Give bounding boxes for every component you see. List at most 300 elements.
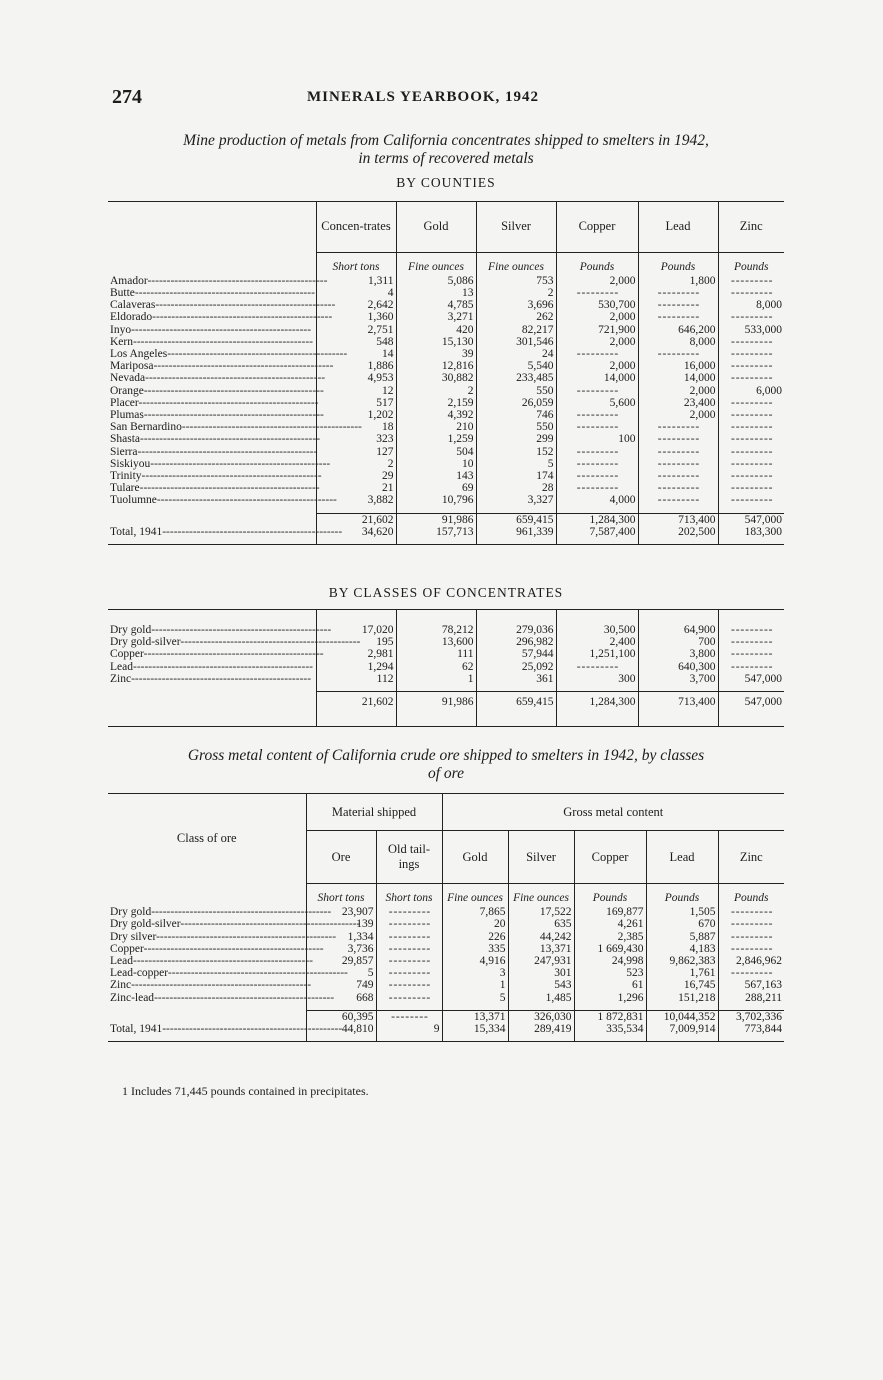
dot-leader: ----------------------------------------------- [180, 918, 361, 931]
dot-leader: ----------------------------------------------- [131, 979, 312, 992]
empty-cell: - - - - - - - - - [556, 446, 638, 458]
county-row [108, 275, 784, 287]
table-cell: 10,796 [396, 494, 476, 506]
table-cell: 3,882 [316, 494, 396, 506]
table-cell: 420 [396, 324, 476, 336]
empty-cell: - - - - - - - - - [638, 287, 718, 299]
table-cell: 646,200 [638, 324, 718, 336]
table-cell: 2,751 [316, 324, 396, 336]
unit-label: Pounds [718, 884, 784, 907]
table-cell: 24,998 [574, 955, 646, 967]
table-cell: 7,587,400 [556, 526, 638, 545]
empty-cell: - - - - - - - - - [376, 992, 442, 1004]
col-header: Old tail-ings [376, 831, 442, 884]
row-label: Siskiyou----------------------------------------------- [110, 457, 331, 470]
table2-title [108, 747, 784, 783]
table-cell: 3,702,336 [718, 1010, 784, 1023]
table-cell: 299 [476, 433, 556, 445]
table-cell: 13,371 [508, 943, 574, 955]
county-row [108, 336, 784, 348]
unit-label: Fine ounces [442, 884, 508, 907]
row-label: Lead----------------------------------------------- [110, 660, 313, 673]
table-cell: 335,534 [574, 1023, 646, 1042]
ore-row [108, 931, 784, 943]
row-label: Total, 1941----------------------------------------------- [110, 525, 343, 538]
county-row [108, 494, 784, 506]
table-cell: 4 [316, 287, 396, 299]
table-cell: 18 [316, 421, 396, 433]
empty-cell: - - - - - - - - - [556, 287, 638, 299]
table-cell: 169,877 [574, 906, 646, 918]
table-cell: 2,981 [316, 648, 396, 660]
class-row [108, 636, 784, 648]
row-label: Zinc----------------------------------------------- [110, 672, 312, 685]
table-cell: 1,505 [646, 906, 718, 918]
table-cell: 323 [316, 433, 396, 445]
empty-cell: - - - - - - - - - [556, 348, 638, 360]
row-label: Inyo----------------------------------------------- [110, 323, 312, 336]
table-cell: 635 [508, 918, 574, 930]
table-cell: 64,900 [638, 624, 718, 636]
empty-cell: - - - - - - - - - [376, 931, 442, 943]
table-cell: 1,294 [316, 661, 396, 673]
dot-leader: ----------------------------------------------- [131, 323, 312, 336]
stub-header: Class of ore [176, 831, 237, 846]
empty-cell: - - - - - - - - - [718, 931, 784, 943]
table-cell: 2 [396, 385, 476, 397]
col-header: Lead [646, 831, 718, 884]
table-cell: 4,916 [442, 955, 508, 967]
class-row [108, 624, 784, 636]
table-cell: 21,602 [316, 513, 396, 526]
empty-cell: - - - - - - - - - [718, 482, 784, 494]
dot-leader: ----------------------------------------------- [139, 482, 320, 495]
unit-label: Pounds [718, 252, 784, 275]
dot-leader: ----------------------------------------------- [156, 930, 337, 943]
table-cell: 112 [316, 673, 396, 685]
empty-cell: - - - - - - - - - [638, 494, 718, 506]
dot-leader: ----------------------------------------------- [134, 286, 315, 299]
empty-cell: - - - - - - - - - [718, 275, 784, 287]
ore-row [108, 992, 784, 1004]
empty-cell: - - - - - - - - - [376, 906, 442, 918]
group-header-content: Gross metal content [442, 794, 784, 831]
table-cell: 5 [306, 967, 376, 979]
table-cell: 4,183 [646, 943, 718, 955]
ore-row [108, 906, 784, 918]
table-cell: 12,816 [396, 360, 476, 372]
table-cell: 15,130 [396, 336, 476, 348]
empty-cell: - - - - - - - - - [718, 348, 784, 360]
table-cell: 8,000 [638, 336, 718, 348]
table-cell: 16,745 [646, 979, 718, 991]
table-cell: 30,882 [396, 372, 476, 384]
table-cell: 530,700 [556, 299, 638, 311]
empty-cell: - - - - - - - - - [638, 470, 718, 482]
empty-cell: - - - - - - - - - [376, 967, 442, 979]
county-row [108, 385, 784, 397]
table-cell: 700 [638, 636, 718, 648]
table-cell: - - - - - - - - [376, 1010, 442, 1023]
empty-cell: - - - - - - - - - [638, 348, 718, 360]
col-header: Silver [508, 831, 574, 884]
table1-by-classes [108, 609, 784, 727]
table-cell: 1,800 [638, 275, 718, 287]
table-cell: 202,500 [638, 526, 718, 545]
row-label: Los Angeles----------------------------------------------- [110, 347, 348, 360]
table1-title-line1: Mine production of metals from California concentrates shipped to smelters in 1942, [183, 132, 709, 149]
table-cell: 69 [396, 482, 476, 494]
table-cell: 226 [442, 931, 508, 943]
table-cell: 753 [476, 275, 556, 287]
table-cell: 23,907 [306, 906, 376, 918]
row-label: San Bernardino----------------------------------------------- [110, 421, 362, 434]
table1-title [108, 132, 784, 168]
table-cell: 2,000 [556, 360, 638, 372]
table-cell: 5,540 [476, 360, 556, 372]
col-header: Silver [476, 202, 556, 253]
col-header: Lead [638, 202, 718, 253]
row-label: Copper----------------------------------------------- [110, 648, 324, 661]
table-cell: 57,944 [476, 648, 556, 660]
ore-row [108, 979, 784, 991]
empty-cell: - - - - - - - - - [718, 458, 784, 470]
table-cell: 1,202 [316, 409, 396, 421]
units-row [108, 884, 784, 907]
table-cell: 14,000 [638, 372, 718, 384]
county-row [108, 446, 784, 458]
table-cell: 44,242 [508, 931, 574, 943]
table-cell: 2,000 [638, 385, 718, 397]
table-cell: 29,857 [306, 955, 376, 967]
ore-row [108, 967, 784, 979]
unit-label: Pounds [574, 884, 646, 907]
table-cell: 773,844 [718, 1023, 784, 1042]
row-label: Orange----------------------------------------------- [110, 384, 324, 397]
total-row [108, 1010, 784, 1023]
county-row [108, 421, 784, 433]
table-cell: 547,000 [718, 673, 784, 685]
empty-cell: - - - - - - - - - [718, 446, 784, 458]
table-cell: 668 [306, 992, 376, 1004]
row-label: Zinc----------------------------------------------- [110, 979, 312, 992]
table-cell: 13 [396, 287, 476, 299]
empty-cell: - - - - - - - - - [718, 470, 784, 482]
table-cell: 2,000 [556, 275, 638, 287]
empty-cell: - - - - - - - - - [638, 433, 718, 445]
table2-title-line1: Gross metal content of California crude ore shipped to smelters in 1942, by classes [187, 747, 705, 764]
table-cell: 82,217 [476, 324, 556, 336]
row-label: Shasta----------------------------------------------- [110, 433, 321, 446]
table-cell: 23,400 [638, 397, 718, 409]
table-cell: 13,371 [442, 1010, 508, 1023]
table-cell: 30,500 [556, 624, 638, 636]
table-cell: 24 [476, 348, 556, 360]
table-cell: 640,300 [638, 661, 718, 673]
ore-row [108, 943, 784, 955]
table-cell: 8,000 [718, 299, 784, 311]
dot-leader: ----------------------------------------------- [151, 624, 332, 636]
table-cell: 39 [396, 348, 476, 360]
dot-leader: ----------------------------------------------- [143, 648, 324, 661]
table-cell: 1 [396, 673, 476, 685]
row-label: Lead----------------------------------------------- [110, 955, 313, 968]
total-row [108, 513, 784, 526]
row-label: Copper----------------------------------------------- [110, 942, 324, 955]
unit-label: Pounds [646, 884, 718, 907]
dot-leader: ----------------------------------------------- [143, 408, 324, 421]
table-cell: 5 [476, 458, 556, 470]
empty-cell: - - - - - - - - - [556, 385, 638, 397]
table-cell: 1 669,430 [574, 943, 646, 955]
dot-leader: ----------------------------------------------- [132, 955, 313, 968]
table-cell: 12 [316, 385, 396, 397]
table-cell: 1,761 [646, 967, 718, 979]
empty-cell: - - - - - - - - - [376, 943, 442, 955]
table-cell: 504 [396, 446, 476, 458]
col-header: Zinc [718, 202, 784, 253]
unit-label: Fine ounces [476, 252, 556, 275]
dot-leader: ----------------------------------------------- [180, 636, 361, 649]
dot-leader: ----------------------------------------------- [162, 525, 343, 538]
col-header: Copper [574, 831, 646, 884]
table-cell: 361 [476, 673, 556, 685]
table-cell: 1,311 [316, 275, 396, 287]
dot-leader: ----------------------------------------------- [155, 299, 336, 312]
table-cell: 2,000 [556, 336, 638, 348]
row-label: Lead-copper----------------------------------------------- [110, 967, 348, 980]
table-cell: 20 [442, 918, 508, 930]
table-cell: 14 [316, 348, 396, 360]
empty-cell: - - - - - - - - - [718, 433, 784, 445]
table-cell: 78,212 [396, 624, 476, 636]
table-cell: 3,327 [476, 494, 556, 506]
dot-leader: ----------------------------------------------- [147, 274, 328, 287]
table-cell: 2 [316, 458, 396, 470]
table-cell: 713,400 [638, 692, 718, 727]
dot-leader: ----------------------------------------------- [151, 906, 332, 919]
col-header: Zinc [718, 831, 784, 884]
table-cell: 2,000 [556, 311, 638, 323]
table-cell: 2 [476, 287, 556, 299]
table-cell: 4,261 [574, 918, 646, 930]
table-cell: 2,846,962 [718, 955, 784, 967]
table-cell: 25,092 [476, 661, 556, 673]
table-cell: 1,296 [574, 992, 646, 1004]
col-header: Gold [442, 831, 508, 884]
table-cell: 3,271 [396, 311, 476, 323]
table-cell: 300 [556, 673, 638, 685]
county-row [108, 311, 784, 323]
county-row [108, 482, 784, 494]
table-cell: 296,982 [476, 636, 556, 648]
row-label: Dry gold----------------------------------------------- [110, 906, 332, 919]
table-cell: 721,900 [556, 324, 638, 336]
empty-cell: - - - - - - - - - [718, 372, 784, 384]
empty-cell: - - - - - - - - - [718, 421, 784, 433]
units-stub [108, 252, 316, 275]
stub-header [108, 202, 316, 253]
table-cell: 1 872,831 [574, 1010, 646, 1023]
table-cell: 111 [396, 648, 476, 660]
empty-cell: - - - - - - - - - [718, 943, 784, 955]
table-cell: 543 [508, 979, 574, 991]
table-cell: 16,000 [638, 360, 718, 372]
county-row [108, 433, 784, 445]
table-cell: 2,642 [316, 299, 396, 311]
empty-cell: - - - - - - - - - [718, 336, 784, 348]
row-label: Kern----------------------------------------------- [110, 335, 313, 348]
empty-cell: - - - - - - - - - [718, 409, 784, 421]
empty-cell: - - - - - - - - - [638, 458, 718, 470]
table-cell: 262 [476, 311, 556, 323]
row-label: Dry gold-silver----------------------------------------------- [110, 636, 361, 649]
empty-cell: - - - - - - - - - [556, 421, 638, 433]
empty-cell: - - - - - - - - - [718, 906, 784, 918]
table-cell: 34,620 [316, 526, 396, 545]
row-label [108, 513, 316, 526]
table-cell: 21 [316, 482, 396, 494]
table-cell: 5,887 [646, 931, 718, 943]
empty-cell: - - - - - - - - - [718, 360, 784, 372]
table-cell: 28 [476, 482, 556, 494]
empty-cell: - - - - - - - - - [556, 482, 638, 494]
total-1941-row [108, 1023, 784, 1042]
dot-leader: ----------------------------------------------- [181, 421, 362, 434]
empty-cell: - - - - - - - - - [638, 299, 718, 311]
empty-cell: - - - - - - - - - [556, 409, 638, 421]
table-cell: 289,419 [508, 1023, 574, 1042]
class-row [108, 661, 784, 673]
county-row [108, 299, 784, 311]
dot-leader: ----------------------------------------------- [141, 469, 322, 482]
county-row [108, 470, 784, 482]
table-cell: 1,251,100 [556, 648, 638, 660]
unit-label: Pounds [638, 252, 718, 275]
empty-cell: - - - - - - - - - [556, 661, 638, 673]
dot-leader: ----------------------------------------------- [140, 433, 321, 446]
row-label [108, 692, 316, 727]
table-cell: 17,020 [316, 624, 396, 636]
empty-cell: - - - - - - - - - [718, 624, 784, 636]
dot-leader: ----------------------------------------------- [152, 311, 333, 324]
row-label: Nevada----------------------------------------------- [110, 372, 326, 385]
table-cell: 288,211 [718, 992, 784, 1004]
table-cell: 279,036 [476, 624, 556, 636]
county-row [108, 458, 784, 470]
table-cell: 91,986 [396, 692, 476, 727]
county-row [108, 360, 784, 372]
table-cell: 1,360 [316, 311, 396, 323]
table-cell: 550 [476, 421, 556, 433]
row-label: Total, 1941----------------------------------------------- [110, 1023, 343, 1036]
table-cell: 157,713 [396, 526, 476, 545]
table-cell: 3,696 [476, 299, 556, 311]
table-cell: 10,044,352 [646, 1010, 718, 1023]
row-label: Sierra----------------------------------------------- [110, 445, 318, 458]
table-cell: 233,485 [476, 372, 556, 384]
ore-row [108, 955, 784, 967]
table-cell: 44,810 [306, 1023, 376, 1042]
unit-label: Fine ounces [396, 252, 476, 275]
dot-leader: ----------------------------------------------- [131, 672, 312, 685]
unit-label: Short tons [306, 884, 376, 907]
table-cell: 9,862,383 [646, 955, 718, 967]
table-cell: 1,259 [396, 433, 476, 445]
table-cell: 13,600 [396, 636, 476, 648]
table-cell: 21,602 [316, 692, 396, 727]
table-cell: 301 [508, 967, 574, 979]
table-cell: 210 [396, 421, 476, 433]
empty-cell: - - - - - - - - - [718, 661, 784, 673]
units-row [108, 252, 784, 275]
table-cell: 3,700 [638, 673, 718, 685]
unit-label: Short tons [376, 884, 442, 907]
table-cell: 1,886 [316, 360, 396, 372]
row-label: Zinc-lead----------------------------------------------- [110, 991, 335, 1004]
dot-leader: ----------------------------------------------- [156, 494, 337, 507]
row-label: Dry gold----------------------------------------------- [110, 624, 332, 636]
table-cell: 7,865 [442, 906, 508, 918]
col-header: Copper [556, 202, 638, 253]
table-cell: 14,000 [556, 372, 638, 384]
row-label [108, 1010, 306, 1023]
row-label: Dry gold-silver----------------------------------------------- [110, 918, 361, 931]
table-cell: 3,736 [306, 943, 376, 955]
dot-leader: ----------------------------------------------- [167, 967, 348, 980]
dot-leader: ----------------------------------------------- [150, 457, 331, 470]
table-cell: 301,546 [476, 336, 556, 348]
unit-label: Short tons [316, 252, 396, 275]
table-cell: 100 [556, 433, 638, 445]
table-cell: 670 [646, 918, 718, 930]
row-label: Amador----------------------------------------------- [110, 274, 328, 287]
row-label: Tuolumne----------------------------------------------- [110, 494, 337, 507]
row-label: Tulare----------------------------------------------- [110, 482, 320, 495]
table-cell: 2,159 [396, 397, 476, 409]
empty-cell: - - - - - - - - - [556, 470, 638, 482]
empty-cell: - - - - - - - - - [638, 446, 718, 458]
table-cell: 26,059 [476, 397, 556, 409]
table-cell: 61 [574, 979, 646, 991]
table1-title-line2: in terms of recovered metals [358, 150, 534, 167]
class-row [108, 673, 784, 685]
table-cell: 247,931 [508, 955, 574, 967]
empty-cell: - - - - - - - - - [556, 458, 638, 470]
table-cell: 151,218 [646, 992, 718, 1004]
page-header [112, 86, 782, 110]
table-cell: 523 [574, 967, 646, 979]
table-cell: 326,030 [508, 1010, 574, 1023]
table-cell: 183,300 [718, 526, 784, 545]
subhead-by-classes: BY CLASSES OF CONCENTRATES [328, 585, 564, 600]
dot-leader: ----------------------------------------------- [145, 372, 326, 385]
dot-leader: ----------------------------------------------- [132, 660, 313, 673]
empty-cell: - - - - - - - - - [718, 918, 784, 930]
table-cell: 10 [396, 458, 476, 470]
dot-leader: ----------------------------------------------- [154, 991, 335, 1004]
group-header-material: Material shipped [306, 794, 442, 831]
col-header: Concen-trates [316, 202, 396, 253]
table-cell: 5,086 [396, 275, 476, 287]
col-header: Ore [306, 831, 376, 884]
running-head: MINERALS YEARBOOK, 1942 [307, 89, 540, 105]
table-cell: 91,986 [396, 513, 476, 526]
table-cell: 1,284,300 [556, 513, 638, 526]
table-cell: 1,284,300 [556, 692, 638, 727]
table-cell: 713,400 [638, 513, 718, 526]
table-cell: 2,385 [574, 931, 646, 943]
